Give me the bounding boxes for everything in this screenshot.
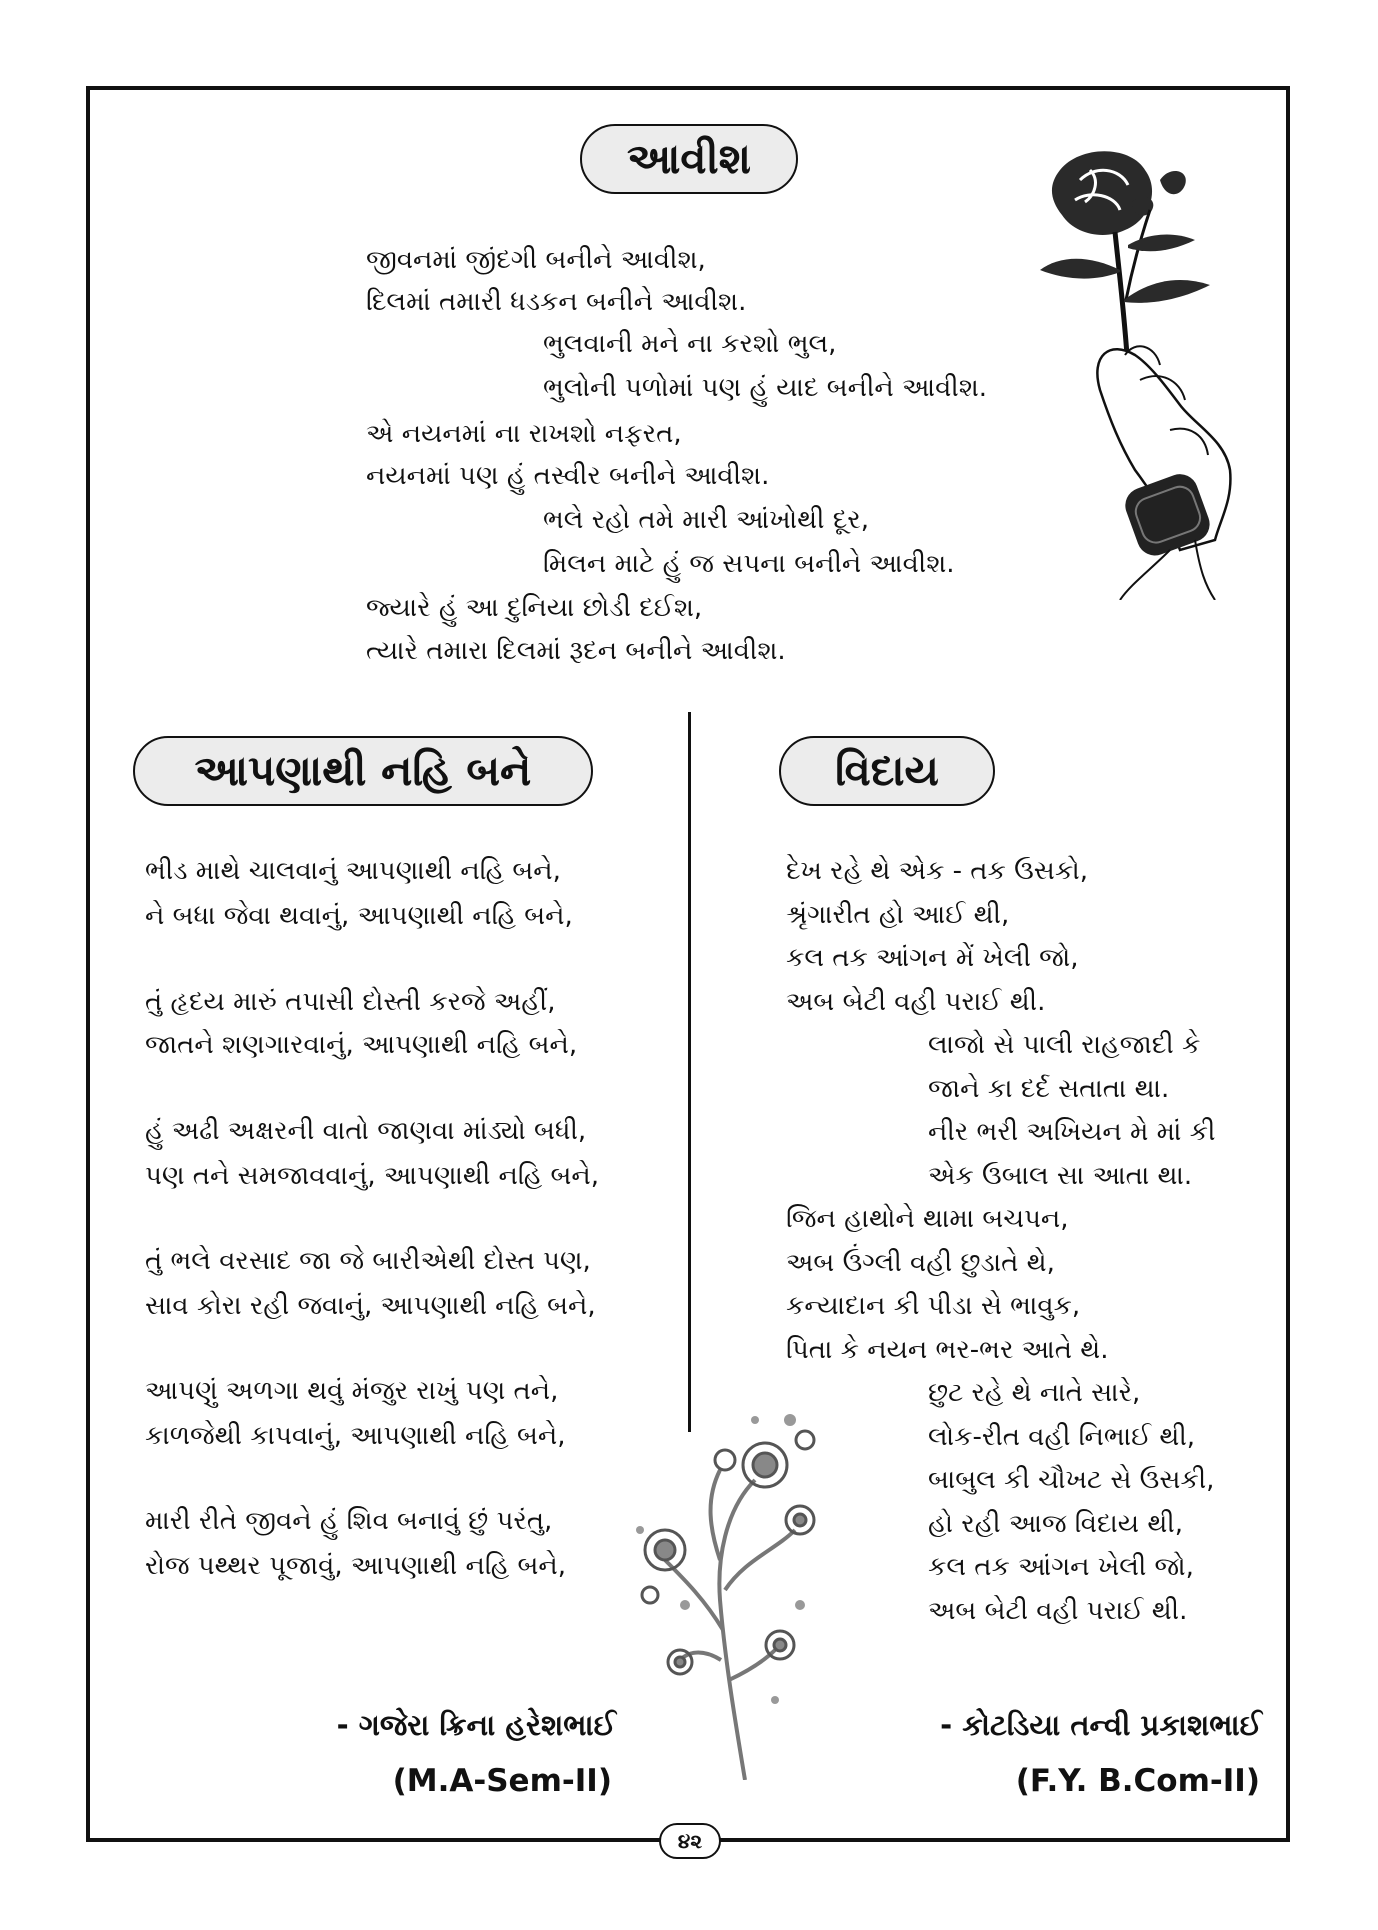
poem3-line-4: અબ બેટી વહી પરાઈ થી. <box>786 987 1046 1017</box>
poem3-line-13: છુટ રહે થે નાતે સારે, <box>928 1378 1141 1408</box>
poem1-line-4: ભુલોની પળોમાં પણ હું યાદ બનીને આવીશ. <box>543 373 988 403</box>
poem2-line-4: જાતને શણગારવાનું, આપણાથી નહિ બને, <box>145 1030 578 1060</box>
poem1-line-3: ભુલવાની મને ના કરશો ભુલ, <box>543 329 837 359</box>
poem3-line-12: પિતા કે નયન ભર-ભર આતે થે. <box>786 1335 1109 1365</box>
poem1-line-5: એ નયનમાં ના રાખશો નફરત, <box>366 419 682 449</box>
column-divider <box>688 712 691 1432</box>
poem1-line-7: ભલે રહો તમે મારી આંખોથી દૂર, <box>543 505 869 535</box>
poem2-line-1: ભીડ માથે ચાલવાનું આપણાથી નહિ બને, <box>145 856 561 886</box>
poem2-course: (M.A-Sem-II) <box>392 1763 612 1799</box>
poem2-line-6: પણ તને સમજાવવાનું, આપણાથી નહિ બને, <box>145 1161 600 1191</box>
poem3-line-6: જાને કા દર્દ સતાતા થા. <box>928 1074 1170 1104</box>
poem1-title: આવીશ <box>580 124 798 194</box>
page-number: ૪૨ <box>659 1823 721 1859</box>
poem3-author: - કોટડિયા તન્વી પ્રકાશભાઈ <box>940 1708 1262 1742</box>
poem2-line-10: કાળજેથી કાપવાનું, આપણાથી નહિ બને, <box>145 1421 566 1451</box>
poem3-line-18: અબ બેટી વહી પરાઈ થી. <box>928 1596 1188 1626</box>
poem2-title: આપણાથી નહિ બને <box>133 736 593 806</box>
poem1-line-2: દિલમાં તમારી ધડકન બનીને આવીશ. <box>366 287 747 317</box>
poem3-line-1: દેખ રહે થે એક - તક ઉસકો, <box>786 856 1088 886</box>
swirl-flower-ornament <box>625 1400 825 1780</box>
poem3-line-3: કલ તક આંગન મેં ખેલી જો, <box>786 943 1079 973</box>
poem2-line-11: મારી રીતે જીવને હું શિવ બનાવું છું પરંતુ, <box>145 1506 553 1536</box>
poem3-course: (F.Y. B.Com-II) <box>1015 1763 1260 1799</box>
poem1-line-8: મિલન માટે હું જ સપના બનીને આવીશ. <box>543 549 955 579</box>
poem2-line-3: તું હૃદય મારું તપાસી દોસ્તી કરજે અહીં, <box>145 987 556 1017</box>
poem1-line-10: ત્યારે તમારા દિલમાં રૂદન બનીને આવીશ. <box>366 636 786 666</box>
poem2-author: - ગજેરા ક્રિના હરેશભાઈ <box>336 1708 616 1742</box>
poem3-line-7: નીર ભરી અખિયન મે માં કી <box>928 1117 1216 1147</box>
poem3-line-16: હો રહી આજ વિદાય થી, <box>928 1509 1183 1539</box>
poem2-line-7: તું ભલે વરસાદ જા જે બારીએથી દોસ્ત પણ, <box>145 1246 591 1276</box>
poem3-line-15: બાબુલ કી ચૌખટ સે ઉસકી, <box>928 1465 1215 1495</box>
poem3-line-2: શ્રૃંગારીત હો આઈ થી, <box>786 900 1010 930</box>
poem3-title: વિદાય <box>779 736 995 806</box>
rose-hand-illustration <box>1020 140 1250 600</box>
poem2-line-12: રોજ પથ્થર પૂજાવું, આપણાથી નહિ બને, <box>145 1551 566 1581</box>
poem2-line-9: આપણું અળગા થવું મંજુર રાખું પણ તને, <box>145 1376 559 1406</box>
poem3-line-11: કન્યાદાન કી પીડા સે ભાવુક, <box>786 1291 1081 1321</box>
poem3-line-9: જિન હાથોને થામા બચપન, <box>786 1204 1069 1234</box>
poem1-line-6: નયનમાં પણ હું તસ્વીર બનીને આવીશ. <box>366 461 770 491</box>
poem3-line-5: લાજો સે પાલી રાહજાદી કે <box>928 1030 1201 1060</box>
poem3-line-14: લોક-રીત વહી નિભાઈ થી, <box>928 1422 1196 1452</box>
poem1-line-9: જ્યારે હું આ દુનિયા છોડી દઈશ, <box>366 593 703 623</box>
poem2-line-8: સાવ કોરા રહી જવાનું, આપણાથી નહિ બને, <box>145 1291 596 1321</box>
poem3-line-10: અબ ઉંગ્લી વહી છુડાતે થે, <box>786 1248 1055 1278</box>
poem2-line-2: ને બધા જેવા થવાનું, આપણાથી નહિ બને, <box>145 901 573 931</box>
poem1-line-1: જીવનમાં જીંદગી બનીને આવીશ, <box>366 245 706 275</box>
poem2-line-5: હું અઢી અક્ષરની વાતો જાણવા માંડ્યો બધી, <box>145 1116 587 1146</box>
poem3-line-8: એક ઉબાલ સા આતા થા. <box>928 1161 1193 1191</box>
poem3-line-17: કલ તક આંગન ખેલી જો, <box>928 1552 1194 1582</box>
